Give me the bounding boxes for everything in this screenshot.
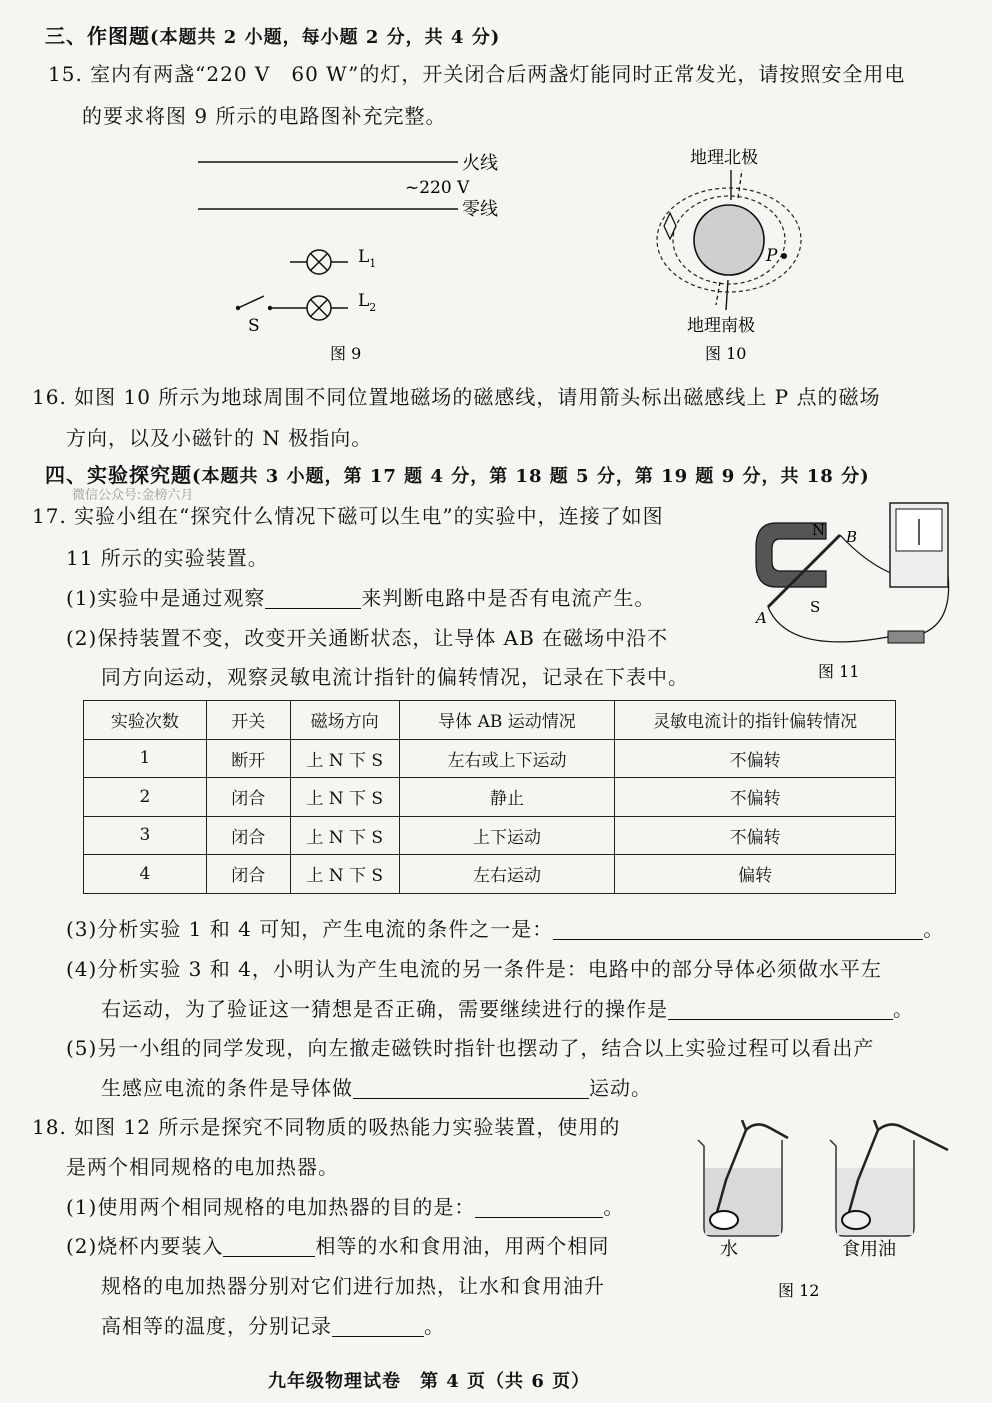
q17-part5-answer-blank[interactable] xyxy=(353,1078,589,1099)
oil-beaker xyxy=(830,1120,948,1236)
section4-title: 四、实验探究题 xyxy=(45,463,192,487)
water-label: 水 xyxy=(720,1239,738,1260)
conductor-a-label: A xyxy=(756,609,767,627)
earth-globe xyxy=(694,205,764,275)
conductor-b-label: B xyxy=(846,528,858,546)
figure-12-caption: 图 12 xyxy=(778,1281,820,1300)
figure-10-earth-field xyxy=(630,140,830,370)
oil-heater-coil xyxy=(842,1211,870,1229)
water-heater-cable xyxy=(742,1120,788,1138)
q17-part3-end: 。 xyxy=(923,917,945,941)
oil-heater-cable xyxy=(874,1120,948,1150)
table-cell: 闭合 xyxy=(206,778,290,817)
q17-part5-line1: (5)另一小组的同学发现，向左撤走磁铁时指针也摆动了，结合以上实验过程可以看出产 xyxy=(66,1036,875,1060)
q17-part4-text: 右运动，为了验证这一猜想是否正确，需要继续进行的操作是 xyxy=(101,997,668,1021)
table-cell: 偏转 xyxy=(615,855,896,894)
water-beaker xyxy=(698,1120,788,1236)
switch-base xyxy=(888,631,924,643)
q17-part4-end: 。 xyxy=(893,997,914,1021)
q18-part2-end: 。 xyxy=(424,1314,445,1338)
section3-note: (本题共 2 小题，每小题 2 分，共 4 分) xyxy=(150,27,501,48)
q18-part1-text: (1)使用两个相同规格的电加热器的目的是： xyxy=(66,1195,476,1219)
wire-return xyxy=(768,607,888,642)
table-cell: 不偏转 xyxy=(615,739,896,778)
magnet-n-label: N xyxy=(812,521,826,539)
q17-part2-line2: 同方向运动，观察灵敏电流计指针的偏转情况，记录在下表中。 xyxy=(101,665,689,689)
figure-9-circuit xyxy=(180,140,540,370)
table-header-cell: 磁场方向 xyxy=(290,701,399,740)
q18-line2: 是两个相同规格的电加热器。 xyxy=(66,1155,339,1179)
magnetic-axis-top xyxy=(738,170,742,198)
table-cell: 不偏转 xyxy=(615,816,896,855)
table-cell: 2 xyxy=(84,778,207,817)
voltage-label: ~220 V xyxy=(405,178,470,198)
geo-south-label: 地理南极 xyxy=(687,316,755,336)
table-header-cell: 实验次数 xyxy=(84,701,207,740)
q17-part1 xyxy=(66,582,655,611)
q18-part2-text-a: (2)烧杯内要装入 xyxy=(66,1234,224,1258)
table-cell: 1 xyxy=(84,739,207,778)
table-header-cell: 导体 AB 运动情况 xyxy=(399,701,615,740)
table-cell: 不偏转 xyxy=(615,778,896,817)
oil-label: 食用油 xyxy=(842,1239,896,1260)
q17-part3-answer-blank[interactable] xyxy=(553,919,923,940)
table-row xyxy=(84,816,896,855)
results-table xyxy=(83,700,896,894)
q16-line2: 方向，以及小磁针的 N 极指向。 xyxy=(66,426,373,450)
q18-part2-answer-blank-2[interactable] xyxy=(332,1316,424,1337)
neutral-wire-label: 零线 xyxy=(462,199,498,220)
q18-part2-line2: 规格的电加热器分别对它们进行加热，让水和食用油升 xyxy=(101,1274,605,1298)
q17-part1-text-b: 来判断电路中是否有电流产生。 xyxy=(361,586,656,610)
table-cell: 左右或上下运动 xyxy=(399,739,615,778)
lamp-l1 xyxy=(290,250,348,274)
table-cell: 静止 xyxy=(399,778,615,817)
q17-part3 xyxy=(66,913,944,942)
switch-s xyxy=(236,296,307,310)
table-cell: 上 N 下 S xyxy=(290,739,399,778)
table-cell: 闭合 xyxy=(206,816,290,855)
point-p xyxy=(781,253,787,259)
q16-line1: 16. 如图 10 所示为地球周围不同位置地磁场的磁感线，请用箭头标出磁感线上 P 点的磁场 xyxy=(32,385,881,409)
table-cell: 左右运动 xyxy=(399,855,615,894)
table-row xyxy=(84,739,896,778)
q17-part3-text: (3)分析实验 1 和 4 可知，产生电流的条件之一是： xyxy=(66,917,554,941)
table-header-row xyxy=(84,701,896,740)
water-heater-coil xyxy=(710,1211,738,1229)
table-cell: 3 xyxy=(84,816,207,855)
q18-part2-line3 xyxy=(101,1310,445,1339)
q17-part5-line2 xyxy=(101,1072,652,1101)
lamp-l2-label: $L_2$ xyxy=(358,291,377,314)
table-header-cell: 灵敏电流计的指针偏转情况 xyxy=(615,701,896,740)
q17-line1: 17. 实验小组在“探究什么情况下磁可以生电”的实验中，连接了如图 xyxy=(32,504,664,528)
q18-part1 xyxy=(66,1191,624,1220)
figure-9-caption: 图 9 xyxy=(330,344,362,363)
compass-needle xyxy=(664,213,676,239)
page-footer: 九年级物理试卷 第 4 页（共 6 页） xyxy=(268,1371,591,1392)
table-cell: 上 N 下 S xyxy=(290,778,399,817)
switch-label: S xyxy=(248,316,260,336)
table-cell: 4 xyxy=(84,855,207,894)
q17-part5-text-b: 运动。 xyxy=(589,1076,652,1100)
table-cell: 上 N 下 S xyxy=(290,855,399,894)
section4-note: (本题共 3 小题，第 17 题 4 分，第 18 题 5 分，第 19 题 9 分，共 18 分) xyxy=(192,466,870,487)
q17-part1-answer-blank[interactable] xyxy=(265,588,361,609)
live-wire-label: 火线 xyxy=(462,153,498,174)
figure-11-caption: 图 11 xyxy=(818,662,860,681)
magnetic-axis-bottom xyxy=(716,282,720,305)
table-row xyxy=(84,855,896,894)
q17-part4-line1: (4)分析实验 3 和 4，小明认为产生电流的另一条件是：电路中的部分导体必须做水平左 xyxy=(66,957,882,981)
q18-part1-end: 。 xyxy=(603,1195,625,1219)
q17-part4-line2 xyxy=(101,993,914,1022)
q15-line2: 的要求将图 9 所示的电路图补充完整。 xyxy=(82,104,447,128)
geo-north-label: 地理北极 xyxy=(690,148,758,168)
section3-title: 三、作图题 xyxy=(45,24,150,48)
lamp-l2 xyxy=(307,296,348,320)
q17-line2: 11 所示的实验装置。 xyxy=(66,546,269,570)
figure-10-caption: 图 10 xyxy=(705,344,747,363)
q15-line1: 15. 室内有两盏“220 V 60 W”的灯，开关闭合后两盏灯能同时正常发光，请按照安全用电 xyxy=(48,62,906,86)
watermark-text: 微信公众号:金榜六月 xyxy=(72,488,194,503)
lamp-l1-label: $L_1$ xyxy=(358,247,377,270)
table-cell: 闭合 xyxy=(206,855,290,894)
q18-part2-answer-blank-1[interactable] xyxy=(223,1236,315,1257)
table-cell: 上下运动 xyxy=(399,816,615,855)
point-p-label: P xyxy=(766,246,778,266)
q18-line1: 18. 如图 12 所示是探究不同物质的吸热能力实验装置，使用的 xyxy=(32,1115,621,1139)
q17-part1-text-a: (1)实验中是通过观察 xyxy=(66,586,266,610)
q18-part1-answer-blank[interactable] xyxy=(475,1197,603,1218)
q17-part2-line1: (2)保持装置不变，改变开关通断状态，让导体 AB 在磁场中沿不 xyxy=(66,626,669,650)
q18-part2-text-b: 相等的水和食用油，用两个相同 xyxy=(315,1234,610,1258)
table-row xyxy=(84,778,896,817)
section3-heading xyxy=(45,20,500,49)
table-cell: 断开 xyxy=(206,739,290,778)
figure-11-apparatus xyxy=(748,495,958,685)
q17-part5-text-a: 生感应电流的条件是导体做 xyxy=(101,1076,353,1100)
table-header-cell: 开关 xyxy=(206,701,290,740)
table-cell: 上 N 下 S xyxy=(290,816,399,855)
q18-part2-line1 xyxy=(66,1230,609,1259)
q17-part4-answer-blank[interactable] xyxy=(668,999,893,1020)
q18-part2-text-c: 高相等的温度，分别记录 xyxy=(101,1314,332,1338)
figure-12-beakers xyxy=(690,1120,960,1310)
magnet-s-label: S xyxy=(810,598,821,616)
